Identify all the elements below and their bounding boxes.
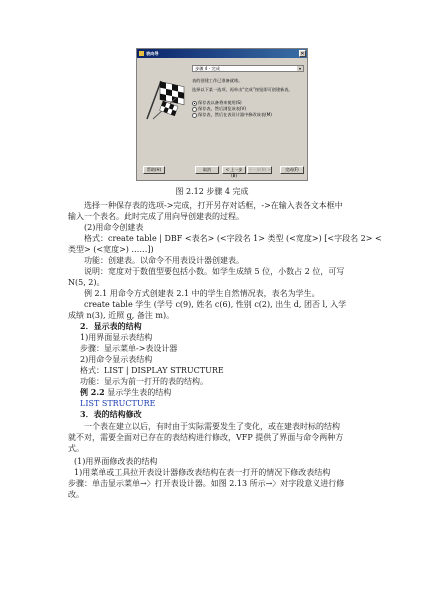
example-line [80, 387, 380, 398]
table-wizard-icon [139, 51, 144, 56]
paragraph-line: 改。 [68, 490, 84, 499]
option-save-modify[interactable] [192, 112, 304, 117]
section-heading: 2．显示表的结构 [80, 321, 142, 331]
example-label: 例 2.2 [80, 387, 105, 397]
explain-line: 说明：宽度对于数值型要包括小数。如学生成绩 5 位，小数占 2 位，可写 [84, 267, 345, 276]
create-command-type: g [126, 311, 132, 320]
create-command-line: create table 学生 (学号 c(9), 姓名 c(6), 性别 c(2), 出生 d, 团否 l, 入学 [84, 300, 347, 309]
help-button[interactable]: 帮助(H) [143, 166, 165, 174]
instruction-text: 选择以下某一选项，再单击“完成”按钮即可创建新表。 [192, 87, 293, 92]
section-heading: 3．表的结构修改 [80, 409, 142, 419]
cancel-button[interactable]: 取消 [195, 166, 219, 174]
option-save-modify-label: 保存表，然后在表设计器中修改该表(M) [198, 112, 272, 117]
wizard-dialog-screenshot [136, 48, 308, 181]
format-line: 类型> (<宽度>) ……]) [68, 245, 154, 254]
ready-text: 表的创建工作已准备就绪。 [192, 78, 243, 83]
step-select-value: 步骤 4 - 完成 [195, 66, 220, 71]
paragraph-line: 步骤：单击显示菜单→〉打开表设计器。如图 2.13 所示→〉对字段意义进行修 [68, 479, 345, 488]
steps-line: 步骤：显示菜单->表设计器 [80, 344, 178, 353]
format-line: 格式：LIST | DISPLAY STRUCTURE [80, 366, 224, 375]
step-select[interactable] [192, 65, 304, 72]
dialog-title: 表向导 [146, 51, 159, 56]
finish-button[interactable]: 完成(F) [280, 166, 304, 174]
create-command-line [68, 310, 368, 321]
function-line: 功能：创建表。以命令不用表设计器创建表。 [84, 256, 244, 265]
function-line: 功能：显示为前一打开的表的结构。 [80, 377, 208, 386]
code-line: LIST STRUCTURE [80, 399, 156, 408]
back-button[interactable]: < 上一步(B) [222, 166, 246, 174]
paragraph-line: 式。 [68, 444, 84, 453]
option-save-browse[interactable] [192, 106, 304, 111]
subheading: 1)用界面显示表结构 [80, 333, 153, 342]
paragraph-line: 1)用菜单或工具拉开表设计器修改表结构在表一打开的情况下修改表结构 [74, 468, 331, 477]
example-line: 例 2.1 用命令方式创建表 2.1 中的学生自然情况表，表名为学生。 [84, 289, 320, 298]
create-command-text: , 备注 m)。 [131, 311, 175, 320]
paragraph-line: 一个表在建立以后，有时由于实际需要发生了变化，或在建表时标的结构 [84, 422, 340, 431]
figure-caption: 图 2.12 步骤 4 完成 [175, 187, 249, 196]
next-button[interactable]: 下一步(N) > [248, 167, 271, 172]
subheading: (1)用界面修改表的结构 [74, 457, 158, 466]
option-save-browse-label: 保存表，然后浏览该表(V) [198, 106, 247, 111]
option-save-label: 保存表以备将来使用(S) [198, 100, 242, 105]
subheading: (2)用命令创建表 [84, 223, 144, 232]
example-text: 显示学生表的结构 [104, 388, 172, 397]
create-command-text: 成绩 n(3), 近照 [68, 311, 127, 320]
paragraph-line: 输入一个表名。此时完成了用向导创建表的过程。 [68, 212, 244, 221]
checkered-flag-icon [143, 79, 187, 121]
format-line: 格式：create table | DBF <表名> (<字段名 1> 类型 (<宽度>) [<字段名 2> < [84, 234, 382, 243]
paragraph-line: 就不对，需要全面对已存在的表结构进行修改，VFP 提供了界面与命令两种方 [68, 433, 344, 442]
option-save[interactable] [192, 100, 304, 105]
dialog-title-bar [137, 49, 307, 58]
chevron-down-icon[interactable]: ▾ [298, 66, 301, 71]
radio-icon[interactable] [192, 113, 197, 118]
close-icon[interactable]: ✕ [300, 51, 305, 57]
subheading: 2)用命令显示表结构 [80, 355, 153, 364]
explain-line: N(5, 2)。 [68, 278, 105, 287]
paragraph-line: 选择一种保存表的选项->完成，打开另存对话框，->在输入表各文本框中 [84, 201, 343, 210]
